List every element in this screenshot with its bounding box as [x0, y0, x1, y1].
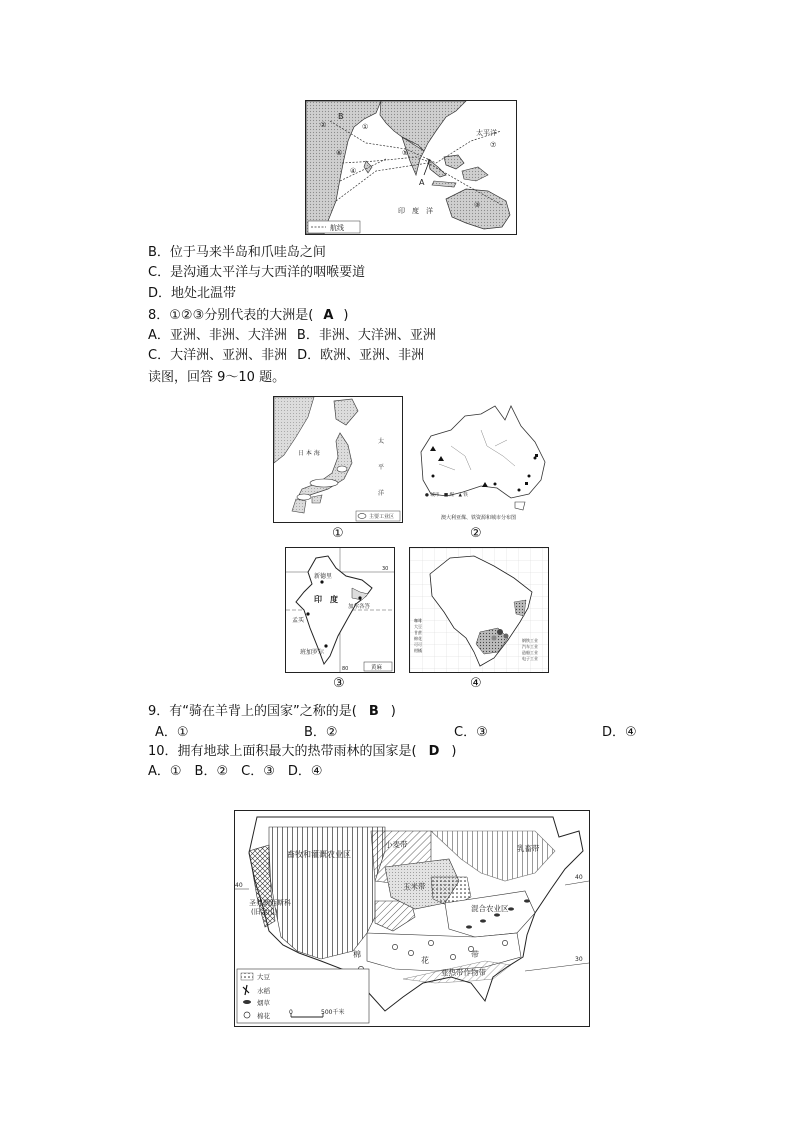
- pacific-char-2: 平: [378, 464, 385, 471]
- q10-close: ): [451, 744, 457, 759]
- brazil-legend-item-4: 可可: [414, 642, 422, 647]
- label-num-5: ⑤: [402, 149, 409, 157]
- pacific-char-3: 洋: [378, 490, 385, 497]
- jute-legend-label: 黄麻: [371, 665, 383, 671]
- indian-ocean-label: 印 度 洋: [398, 207, 433, 215]
- japan-legend-label: 主要工业区: [369, 514, 395, 520]
- q10-stem-text: 10．拥有地球上面积最大的热带雨林的国家是(: [148, 744, 417, 759]
- q8-options-row2: [148, 346, 424, 366]
- q8-stem-text: 8．①②③分别代表的大洲是(: [148, 308, 314, 323]
- brazil-legend-right-2: 造船工业: [522, 650, 538, 655]
- scale-length-label: 500千米: [321, 1009, 345, 1016]
- lon-80-label: 80: [342, 666, 349, 672]
- label-num-2: ②: [320, 121, 327, 129]
- q9-option-a: A．①: [155, 725, 189, 740]
- label-num-3: ③: [474, 201, 481, 209]
- label-num-7: ⑦: [490, 141, 497, 149]
- label-num-6: ⑥: [336, 149, 343, 157]
- wheat-belt-label: 小麦带: [385, 840, 408, 849]
- legend-soy-label: 大豆: [257, 973, 270, 981]
- q9-stem: [148, 702, 396, 722]
- bangalore-label: 班加罗尔: [300, 649, 325, 656]
- delhi-label: 新德里: [314, 573, 333, 580]
- q8-close: ): [343, 308, 349, 323]
- q8-option-c: C．大洋洲、亚洲、非洲: [148, 348, 288, 363]
- pacific-label: 太平洋: [476, 129, 497, 137]
- intro-9-10: 读图，回答 9～10 题。: [148, 370, 286, 385]
- subtropical-belt-label: 亚热带作物带: [441, 968, 486, 977]
- q9-option-b: B．②: [304, 725, 338, 740]
- lat-40-right-label: 40: [575, 874, 583, 881]
- kolkata-label: 加尔各答: [348, 604, 371, 610]
- caption-fig-3: ③: [333, 676, 345, 691]
- san-francisco-alt-label: (旧金山): [251, 908, 278, 916]
- australia-map: [411, 396, 549, 521]
- q9-option-d: D．④: [602, 725, 637, 740]
- mixed-farming-label: 混合农业区: [471, 904, 509, 913]
- q7-option-b: B．位于马来半岛和爪哇岛之间: [148, 245, 326, 260]
- australia-map-title: 澳大利亚煤、铁资源和城市分布图: [441, 515, 517, 521]
- mumbai-label: 孟买: [292, 617, 305, 624]
- q9-option-c: C．③: [454, 725, 488, 740]
- brazil-legend-right-1: 汽车工业: [522, 644, 538, 649]
- q9-close: ): [390, 704, 396, 719]
- sea-of-japan-label: 日 本 海: [298, 450, 320, 457]
- cotton-label-1: 棉: [353, 950, 361, 959]
- q8-stem: [148, 306, 348, 326]
- q10-options: A．① B．② C．③ D．④: [148, 764, 323, 779]
- legend-rice-label: 水稻: [257, 987, 270, 995]
- q8-options-row1: [148, 326, 436, 346]
- cotton-label-2: 花: [421, 956, 429, 965]
- q10-answer: D: [428, 744, 440, 759]
- q10-stem: [148, 742, 457, 762]
- q9-answer: B: [368, 704, 379, 719]
- q7-option-c: C．是沟通太平洋与大西洋的咽喉要道: [148, 265, 366, 280]
- q8-option-d: D．欧洲、亚洲、非洲: [297, 348, 425, 363]
- san-francisco-label: 圣弗朗西斯科: [249, 899, 291, 907]
- lat-40-left-label: 40: [235, 882, 243, 889]
- brazil-map: [409, 547, 549, 673]
- brazil-legend-right-0: 钢铁工业: [522, 638, 538, 643]
- corn-belt-label: 玉米带: [403, 882, 426, 891]
- caption-fig-2: ②: [470, 526, 482, 541]
- cotton-label-3: 带: [471, 950, 479, 959]
- japan-map: [273, 396, 403, 523]
- sea-route-map: [305, 100, 517, 235]
- point-b-label: B: [338, 112, 344, 121]
- legend-tobacco-label: 烟草: [257, 999, 270, 1007]
- q8-answer: A: [323, 308, 334, 323]
- caption-fig-1: ①: [332, 526, 344, 541]
- india-map: [285, 547, 395, 673]
- usa-agriculture-map: [234, 810, 590, 1027]
- brazil-legend-right-3: 电子工业: [522, 656, 538, 661]
- q8-option-b: B．非洲、大洋洲、亚洲: [296, 328, 436, 343]
- label-num-4: ④: [350, 167, 357, 175]
- q9-stem-text: 9．有“骑在羊背上的国家”之称的是(: [148, 704, 357, 719]
- q7-option-d: D．地处北温带: [148, 286, 237, 301]
- pacific-char-1: 太: [378, 438, 385, 445]
- legend-cotton-label: 棉花: [257, 1012, 270, 1020]
- point-a-label: A: [419, 178, 425, 187]
- ranching-region-label: 畜牧和灌溉农业区: [287, 850, 351, 859]
- scale-zero-label: 0: [289, 1009, 293, 1016]
- caption-fig-4: ④: [470, 676, 482, 691]
- lat-30-label: 30: [575, 956, 583, 963]
- brazil-legend-item-1: 大豆: [414, 624, 422, 629]
- q8-option-a: A．亚洲、非洲、大洋洲: [148, 328, 287, 343]
- route-legend-label: 航线: [330, 224, 344, 232]
- brazil-legend-item-5: 柑橘: [414, 648, 422, 653]
- dairy-belt-label: 乳畜带: [517, 844, 540, 853]
- lat-30-label: 30: [382, 566, 389, 572]
- australia-legend: ● 城市 ■ 煤 ▲ 铁: [425, 493, 468, 498]
- brazil-legend-item-3: 棉花: [414, 636, 422, 641]
- india-country-label: 印 度: [314, 595, 338, 604]
- brazil-legend-item-0: 咖啡: [414, 618, 422, 623]
- brazil-legend-item-2: 甘蔗: [414, 630, 422, 635]
- label-num-1: ①: [362, 123, 369, 131]
